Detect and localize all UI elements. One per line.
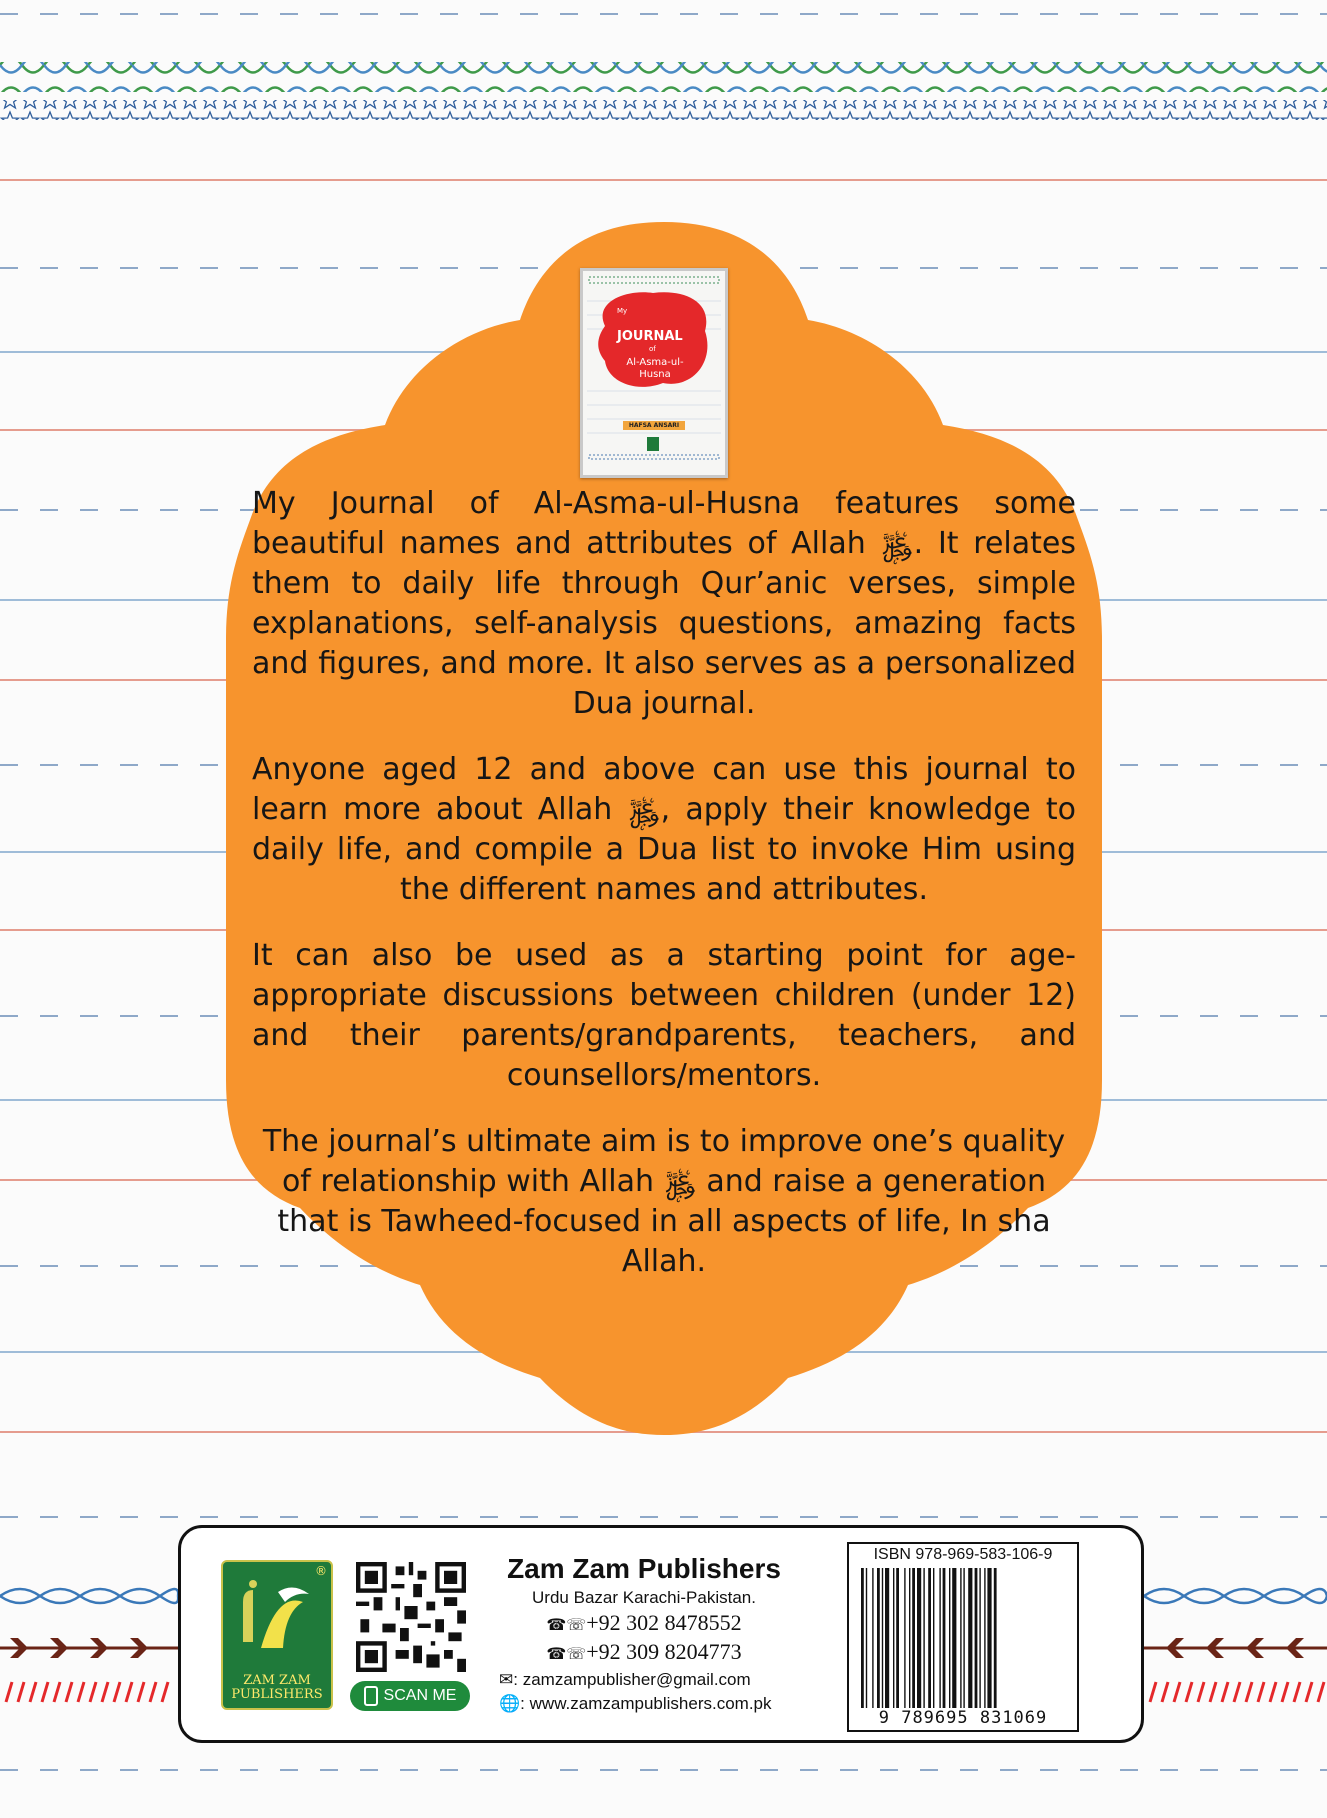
barcode: [859, 1568, 1067, 1708]
isbn-barcode-box: [847, 1542, 1079, 1732]
mini-cover-line2: of: [649, 345, 656, 353]
isbn-digits: 9 789695 831069: [878, 1708, 1048, 1728]
barcode-bar: [861, 1568, 864, 1708]
barcode-bar: [928, 1568, 931, 1708]
phone-whatsapp-icon: ☎☏: [546, 1646, 587, 1663]
book-description: [252, 484, 1076, 1308]
mini-cover-subtitle: Al-Asma-ul-Husna: [626, 357, 684, 380]
mail-icon: ✉: [499, 1670, 514, 1689]
barcode-bar: [904, 1568, 905, 1708]
barcode-bar: [885, 1568, 889, 1708]
barcode-bar: [960, 1568, 961, 1708]
logo-text: ZAM ZAM PUBLISHERS: [231, 1673, 323, 1702]
barcode-bar: [872, 1568, 873, 1708]
barcode-bar: [877, 1568, 880, 1708]
barcode-bar: [912, 1568, 915, 1708]
barcode-bar: [943, 1568, 946, 1708]
publisher-details: [491, 1552, 797, 1716]
blurb-paragraph-1: My Journal of Al-Asma-ul-Husna features some beautiful names and attributes of Allah ﷿. It relates them to daily life through Qur’anic verses, simple explanations, self-analysis questions, amazing facts and figures, and more. It also serves as a personalized Dua journal.: [252, 486, 1076, 721]
phone-number-1[interactable]: ☎☏+92 302 8478552: [546, 1610, 742, 1635]
barcode-bar: [909, 1568, 910, 1708]
barcode-bar: [917, 1568, 921, 1708]
barcode-bar: [896, 1568, 899, 1708]
logo-emblem-icon: [223, 1562, 331, 1672]
barcode-bar: [939, 1568, 940, 1708]
email-row[interactable]: ✉: zamzampublisher@gmail.com: [499, 1670, 751, 1689]
barcode-bar: [963, 1568, 964, 1708]
mini-cover-author: HAFSA ANSARI: [628, 422, 680, 429]
barcode-bar: [949, 1568, 950, 1708]
scan-me-button[interactable]: [350, 1681, 470, 1711]
barcode-bar: [994, 1568, 997, 1708]
book-cover-thumbnail: [580, 268, 728, 478]
registered-mark: ®: [315, 1564, 327, 1578]
barcode-bar: [987, 1568, 991, 1708]
publisher-info-box: [178, 1525, 1144, 1743]
barcode-bar: [968, 1568, 972, 1708]
publisher-name: Zam Zam Publishers: [507, 1553, 781, 1584]
publisher-email[interactable]: zamzampublisher@gmail.com: [522, 1670, 751, 1689]
phone-whatsapp-icon: ☎☏: [546, 1617, 587, 1634]
blurb-paragraph-3: It can also be used as a starting point for age-appropriate discussions between children (under 12) and their parents/grandparents, teachers, and counsellors/mentors.: [252, 938, 1076, 1093]
publisher-logo: [221, 1560, 333, 1710]
barcode-bar: [984, 1568, 985, 1708]
left-bottom-decoration: [0, 1578, 178, 1708]
barcode-bar: [882, 1568, 883, 1708]
scan-me-label: SCAN ME: [383, 1687, 457, 1704]
blurb-paragraph-4: The journal’s ultimate aim is to improve one’s quality of relationship with Allah ﷿ and raise a generation that is Tawheed-focused in all aspects of life, In sha Allah.: [262, 1124, 1066, 1279]
publisher-website[interactable]: www.zamzampublishers.com.pk: [529, 1694, 772, 1713]
phone-number-2[interactable]: ☎☏+92 309 8204773: [546, 1639, 742, 1664]
right-bottom-decoration: [1144, 1578, 1327, 1708]
isbn-label: ISBN 978-969-583-106-9: [873, 1546, 1053, 1563]
barcode-bar: [866, 1568, 867, 1708]
publisher-address: Urdu Bazar Karachi-Pakistan.: [532, 1588, 756, 1607]
barcode-bar: [933, 1568, 934, 1708]
barcode-bar: [952, 1568, 956, 1708]
website-row[interactable]: 🌐: www.zamzampublishers.com.pk: [499, 1694, 772, 1713]
barcode-bar: [893, 1568, 894, 1708]
globe-icon: 🌐: [499, 1694, 521, 1713]
mini-cover-line1: My: [617, 307, 628, 315]
phone-icon: [364, 1686, 378, 1706]
barcode-bar: [975, 1568, 978, 1708]
mini-cover-title: JOURNAL: [617, 329, 683, 344]
barcode-bar: [923, 1568, 924, 1708]
barcode-bar: [979, 1568, 980, 1708]
blurb-paragraph-2: Anyone aged 12 and above can use this journal to learn more about Allah ﷿, apply their knowledge to daily life, and compile a Dua list to invoke Him using the different names and attributes.: [252, 752, 1076, 907]
qr-code[interactable]: [356, 1562, 466, 1672]
